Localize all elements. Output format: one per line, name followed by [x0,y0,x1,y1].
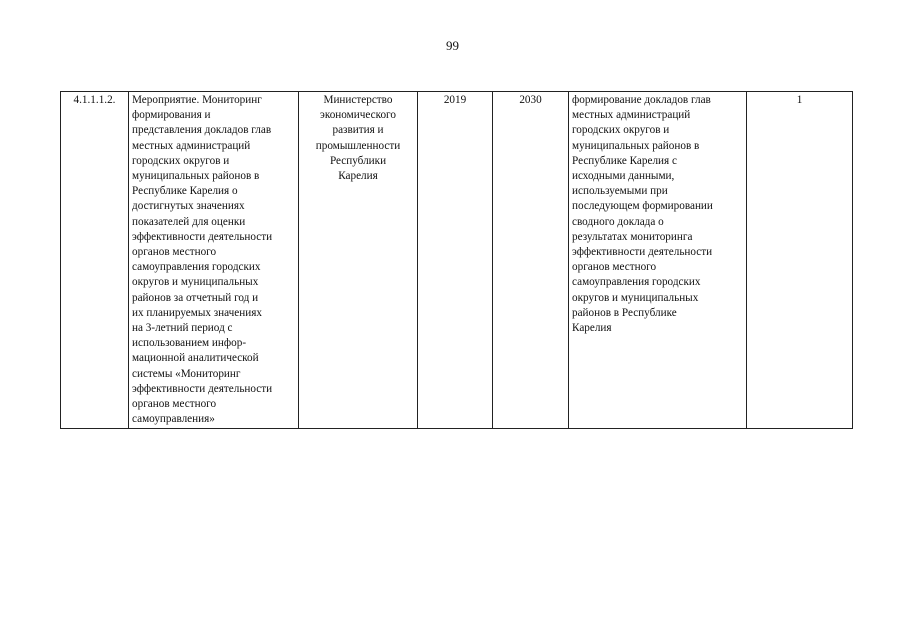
result-cell [569,92,747,429]
start-year: 2019 [443,94,467,106]
row-number: 4.1.1.1.2. [73,94,116,106]
indicator-value: 1 [796,94,803,106]
executor-name: Министерство экономического развития и промышленности Республики Карелия [315,94,401,183]
event-cell [129,92,299,429]
row-number-cell [61,92,129,429]
start-year-cell [418,92,493,429]
table-row [61,92,853,429]
event-description: Мероприятие. Мониторинг формирования и представления докладов глав местных администраций городских округов и муниципальных районов в Республике Карелия о достигнутых значениях показателей для оценки эффективности деятельности органов местного самоуправления городских округов и муниципальных районов за отчетный год и их планируемых значениях на 3-летний период с использованием инфор- мационной аналитической системы «Мониторинг эффективности деятельности органов местного самоуправления» [132,94,273,426]
end-year: 2030 [519,94,542,106]
end-year-cell [493,92,569,429]
document-table [60,91,853,429]
expected-result: формирование докладов глав местных администраций городских округов и муниципальных районов в Республике Карелия с исходными данными, используемыми при последующем формировании сводного доклада о результатах мониторинга эффективности деятельности органов местного самоуправления городских округов и муниципальных районов в Республике Карелия [572,94,713,335]
value-cell [747,92,853,429]
executor-cell [299,92,418,429]
page-number: 99 [446,38,459,53]
